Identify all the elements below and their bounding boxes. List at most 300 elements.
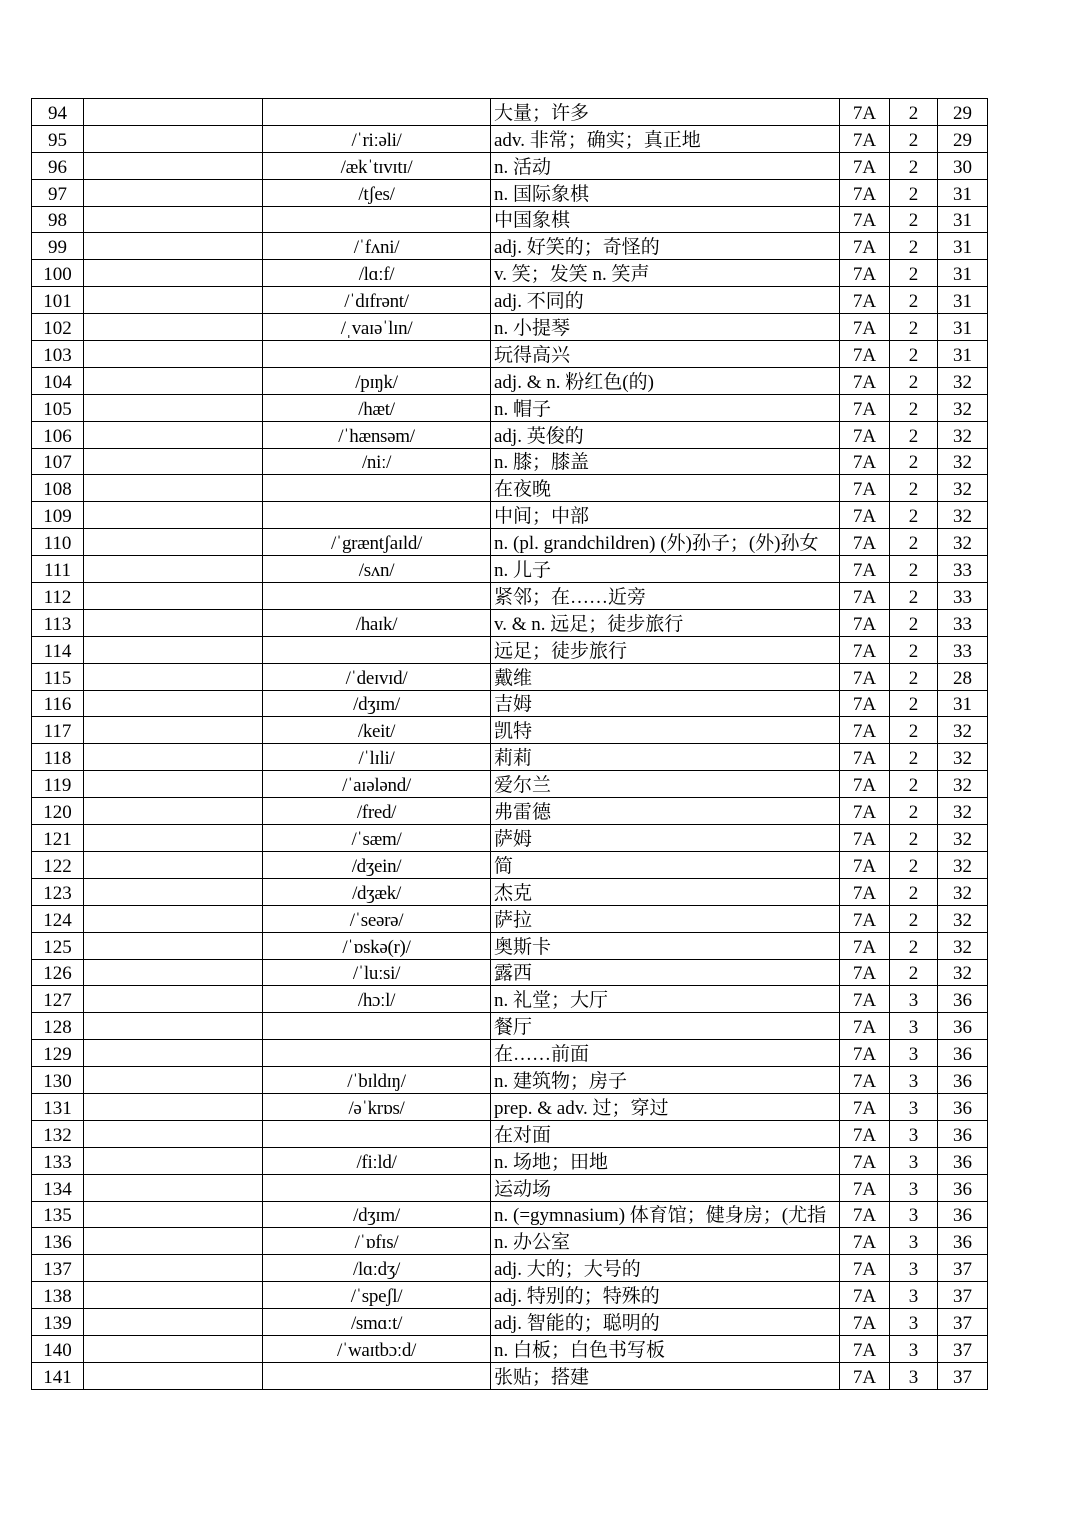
page-cell: 32 xyxy=(938,851,988,878)
book-cell: 7A xyxy=(840,1335,890,1362)
page-cell: 33 xyxy=(938,609,988,636)
row-number-cell: 104 xyxy=(32,367,84,394)
row-number-cell: 122 xyxy=(32,851,84,878)
row-number-cell: 105 xyxy=(32,394,84,421)
book-cell: 7A xyxy=(840,1362,890,1389)
phonetic-cell: /ˈluːsi/ xyxy=(263,959,491,986)
meaning-cell: adj. 特别的；特殊的 xyxy=(491,1282,840,1309)
meaning-cell: adj. & n. 粉红色(的) xyxy=(491,367,840,394)
table-row xyxy=(32,260,988,287)
word-cell xyxy=(84,986,263,1013)
word-cell xyxy=(84,717,263,744)
table-row xyxy=(32,717,988,744)
page-cell: 32 xyxy=(938,475,988,502)
book-cell: 7A xyxy=(840,152,890,179)
page-cell: 36 xyxy=(938,1093,988,1120)
table-row xyxy=(32,179,988,206)
meaning-cell: 简 xyxy=(491,851,840,878)
meaning-cell: 爱尔兰 xyxy=(491,771,840,798)
meaning-cell: n. 建筑物；房子 xyxy=(491,1067,840,1094)
phonetic-cell xyxy=(263,502,491,529)
page-cell: 37 xyxy=(938,1362,988,1389)
phonetic-cell: /ˈɒfɪs/ xyxy=(263,1228,491,1255)
page-cell: 32 xyxy=(938,878,988,905)
table-row xyxy=(32,609,988,636)
meaning-cell: n. 膝；膝盖 xyxy=(491,448,840,475)
word-cell xyxy=(84,421,263,448)
table-row xyxy=(32,583,988,610)
row-number-cell: 136 xyxy=(32,1228,84,1255)
meaning-cell: 戴维 xyxy=(491,663,840,690)
page-cell: 32 xyxy=(938,959,988,986)
page-cell: 32 xyxy=(938,529,988,556)
phonetic-cell: /ˈɒskə(r)/ xyxy=(263,932,491,959)
page-cell: 31 xyxy=(938,287,988,314)
unit-cell: 2 xyxy=(890,314,938,341)
phonetic-cell xyxy=(263,1120,491,1147)
phonetic-cell xyxy=(263,341,491,368)
unit-cell: 2 xyxy=(890,851,938,878)
row-number-cell: 131 xyxy=(32,1093,84,1120)
unit-cell: 3 xyxy=(890,1362,938,1389)
table-row xyxy=(32,448,988,475)
phonetic-cell: /ˈdeɪvɪd/ xyxy=(263,663,491,690)
row-number-cell: 140 xyxy=(32,1335,84,1362)
page-cell: 32 xyxy=(938,771,988,798)
word-cell xyxy=(84,1093,263,1120)
row-number-cell: 128 xyxy=(32,1013,84,1040)
phonetic-cell xyxy=(263,1362,491,1389)
vocabulary-table xyxy=(31,98,988,1390)
book-cell: 7A xyxy=(840,448,890,475)
phonetic-cell: /ˌvaɪəˈlɪn/ xyxy=(263,314,491,341)
row-number-cell: 119 xyxy=(32,771,84,798)
book-cell: 7A xyxy=(840,260,890,287)
meaning-cell: n. 帽子 xyxy=(491,394,840,421)
meaning-cell: 在对面 xyxy=(491,1120,840,1147)
word-cell xyxy=(84,341,263,368)
book-cell: 7A xyxy=(840,287,890,314)
book-cell: 7A xyxy=(840,1309,890,1336)
meaning-cell: 餐厅 xyxy=(491,1013,840,1040)
phonetic-cell: /tʃes/ xyxy=(263,179,491,206)
book-cell: 7A xyxy=(840,583,890,610)
phonetic-cell xyxy=(263,583,491,610)
table-row xyxy=(32,1282,988,1309)
meaning-cell: 萨拉 xyxy=(491,905,840,932)
meaning-cell: n. 国际象棋 xyxy=(491,179,840,206)
book-cell: 7A xyxy=(840,529,890,556)
word-cell xyxy=(84,367,263,394)
row-number-cell: 106 xyxy=(32,421,84,448)
word-cell xyxy=(84,583,263,610)
phonetic-cell: /əˈkrɒs/ xyxy=(263,1093,491,1120)
page-cell: 36 xyxy=(938,1120,988,1147)
table-row xyxy=(32,932,988,959)
phonetic-cell: /ˈriːəli/ xyxy=(263,125,491,152)
phonetic-cell: /ˈhænsəm/ xyxy=(263,421,491,448)
table-row xyxy=(32,529,988,556)
meaning-cell: adj. 英俊的 xyxy=(491,421,840,448)
table-row xyxy=(32,636,988,663)
book-cell: 7A xyxy=(840,125,890,152)
phonetic-cell: /lɑːdʒ/ xyxy=(263,1255,491,1282)
word-cell xyxy=(84,287,263,314)
unit-cell: 2 xyxy=(890,475,938,502)
row-number-cell: 109 xyxy=(32,502,84,529)
word-cell xyxy=(84,206,263,233)
meaning-cell: 在夜晚 xyxy=(491,475,840,502)
page-cell: 37 xyxy=(938,1335,988,1362)
word-cell xyxy=(84,771,263,798)
phonetic-cell: /ˈsæm/ xyxy=(263,825,491,852)
table-row xyxy=(32,367,988,394)
table-row xyxy=(32,1362,988,1389)
book-cell: 7A xyxy=(840,314,890,341)
meaning-cell: 凯特 xyxy=(491,717,840,744)
meaning-cell: v. & n. 远足；徒步旅行 xyxy=(491,609,840,636)
phonetic-cell: /dʒein/ xyxy=(263,851,491,878)
unit-cell: 2 xyxy=(890,609,938,636)
book-cell: 7A xyxy=(840,341,890,368)
table-row xyxy=(32,1040,988,1067)
word-cell xyxy=(84,394,263,421)
phonetic-cell: /ˈdɪfrənt/ xyxy=(263,287,491,314)
table-row xyxy=(32,1335,988,1362)
page-cell: 30 xyxy=(938,152,988,179)
book-cell: 7A xyxy=(840,690,890,717)
table-row xyxy=(32,1255,988,1282)
table-row xyxy=(32,1309,988,1336)
meaning-cell: 远足；徒步旅行 xyxy=(491,636,840,663)
row-number-cell: 114 xyxy=(32,636,84,663)
page-cell: 32 xyxy=(938,825,988,852)
page-cell: 29 xyxy=(938,99,988,126)
word-cell xyxy=(84,636,263,663)
word-cell xyxy=(84,529,263,556)
phonetic-cell: /niː/ xyxy=(263,448,491,475)
word-cell xyxy=(84,1282,263,1309)
word-cell xyxy=(84,744,263,771)
table-row xyxy=(32,1093,988,1120)
unit-cell: 3 xyxy=(890,1228,938,1255)
phonetic-cell: /ˈwaɪtbɔːd/ xyxy=(263,1335,491,1362)
table-row xyxy=(32,394,988,421)
word-cell xyxy=(84,448,263,475)
unit-cell: 2 xyxy=(890,341,938,368)
table-row xyxy=(32,314,988,341)
meaning-cell: n. (pl. grandchildren) (外)孙子；(外)孙女 xyxy=(491,529,840,556)
unit-cell: 2 xyxy=(890,771,938,798)
row-number-cell: 135 xyxy=(32,1201,84,1228)
meaning-cell: adv. 非常；确实；真正地 xyxy=(491,125,840,152)
page-cell: 28 xyxy=(938,663,988,690)
page-cell: 31 xyxy=(938,233,988,260)
page-cell: 32 xyxy=(938,932,988,959)
row-number-cell: 110 xyxy=(32,529,84,556)
phonetic-cell: /ˈlɪli/ xyxy=(263,744,491,771)
vocabulary-table-body xyxy=(32,99,988,1390)
book-cell: 7A xyxy=(840,905,890,932)
page-cell: 33 xyxy=(938,636,988,663)
phonetic-cell: /ˈspeʃl/ xyxy=(263,1282,491,1309)
table-row xyxy=(32,206,988,233)
unit-cell: 3 xyxy=(890,1093,938,1120)
book-cell: 7A xyxy=(840,609,890,636)
page-cell: 36 xyxy=(938,1013,988,1040)
row-number-cell: 117 xyxy=(32,717,84,744)
phonetic-cell: /fred/ xyxy=(263,798,491,825)
unit-cell: 2 xyxy=(890,663,938,690)
meaning-cell: 中间；中部 xyxy=(491,502,840,529)
meaning-cell: 弗雷德 xyxy=(491,798,840,825)
meaning-cell: n. 白板；白色书写板 xyxy=(491,1335,840,1362)
row-number-cell: 139 xyxy=(32,1309,84,1336)
phonetic-cell: /haɪk/ xyxy=(263,609,491,636)
phonetic-cell: /pɪŋk/ xyxy=(263,367,491,394)
meaning-cell: adj. 大的；大号的 xyxy=(491,1255,840,1282)
book-cell: 7A xyxy=(840,206,890,233)
word-cell xyxy=(84,1362,263,1389)
book-cell: 7A xyxy=(840,663,890,690)
table-row xyxy=(32,825,988,852)
word-cell xyxy=(84,663,263,690)
unit-cell: 3 xyxy=(890,1174,938,1201)
row-number-cell: 108 xyxy=(32,475,84,502)
phonetic-cell: /dʒæk/ xyxy=(263,878,491,905)
word-cell xyxy=(84,1067,263,1094)
meaning-cell: n. 礼堂；大厅 xyxy=(491,986,840,1013)
book-cell: 7A xyxy=(840,233,890,260)
phonetic-cell: /keit/ xyxy=(263,717,491,744)
meaning-cell: n. 活动 xyxy=(491,152,840,179)
unit-cell: 2 xyxy=(890,636,938,663)
row-number-cell: 121 xyxy=(32,825,84,852)
page-cell: 31 xyxy=(938,179,988,206)
table-row xyxy=(32,287,988,314)
meaning-cell: 露西 xyxy=(491,959,840,986)
phonetic-cell xyxy=(263,1174,491,1201)
table-row xyxy=(32,556,988,583)
table-row xyxy=(32,1013,988,1040)
row-number-cell: 94 xyxy=(32,99,84,126)
word-cell xyxy=(84,1120,263,1147)
table-row xyxy=(32,663,988,690)
book-cell: 7A xyxy=(840,1282,890,1309)
book-cell: 7A xyxy=(840,502,890,529)
unit-cell: 3 xyxy=(890,1147,938,1174)
book-cell: 7A xyxy=(840,556,890,583)
page-cell: 32 xyxy=(938,502,988,529)
word-cell xyxy=(84,1255,263,1282)
meaning-cell: n. (=gymnasium) 体育馆；健身房；(尤指 xyxy=(491,1201,840,1228)
phonetic-cell: /ˈseərə/ xyxy=(263,905,491,932)
table-row xyxy=(32,152,988,179)
unit-cell: 2 xyxy=(890,448,938,475)
meaning-cell: 杰克 xyxy=(491,878,840,905)
unit-cell: 2 xyxy=(890,394,938,421)
word-cell xyxy=(84,99,263,126)
unit-cell: 2 xyxy=(890,717,938,744)
meaning-cell: n. 小提琴 xyxy=(491,314,840,341)
table-row xyxy=(32,851,988,878)
table-row xyxy=(32,475,988,502)
table-row xyxy=(32,878,988,905)
word-cell xyxy=(84,1174,263,1201)
row-number-cell: 120 xyxy=(32,798,84,825)
phonetic-cell xyxy=(263,1013,491,1040)
book-cell: 7A xyxy=(840,1093,890,1120)
meaning-cell: prep. & adv. 过；穿过 xyxy=(491,1093,840,1120)
row-number-cell: 112 xyxy=(32,583,84,610)
book-cell: 7A xyxy=(840,179,890,206)
word-cell xyxy=(84,959,263,986)
table-row xyxy=(32,959,988,986)
table-row xyxy=(32,421,988,448)
row-number-cell: 132 xyxy=(32,1120,84,1147)
page-cell: 37 xyxy=(938,1255,988,1282)
phonetic-cell xyxy=(263,475,491,502)
row-number-cell: 130 xyxy=(32,1067,84,1094)
page-cell: 32 xyxy=(938,367,988,394)
page-cell: 36 xyxy=(938,1174,988,1201)
word-cell xyxy=(84,878,263,905)
unit-cell: 3 xyxy=(890,1282,938,1309)
phonetic-cell: /sʌn/ xyxy=(263,556,491,583)
phonetic-cell: /fiːld/ xyxy=(263,1147,491,1174)
word-cell xyxy=(84,932,263,959)
page-cell: 32 xyxy=(938,421,988,448)
row-number-cell: 123 xyxy=(32,878,84,905)
page-cell: 32 xyxy=(938,744,988,771)
row-number-cell: 138 xyxy=(32,1282,84,1309)
book-cell: 7A xyxy=(840,475,890,502)
table-row xyxy=(32,1120,988,1147)
table-row xyxy=(32,233,988,260)
book-cell: 7A xyxy=(840,744,890,771)
meaning-cell: n. 场地；田地 xyxy=(491,1147,840,1174)
row-number-cell: 137 xyxy=(32,1255,84,1282)
unit-cell: 2 xyxy=(890,878,938,905)
row-number-cell: 101 xyxy=(32,287,84,314)
page-cell: 36 xyxy=(938,1201,988,1228)
row-number-cell: 102 xyxy=(32,314,84,341)
page-cell: 31 xyxy=(938,314,988,341)
meaning-cell: 中国象棋 xyxy=(491,206,840,233)
unit-cell: 2 xyxy=(890,932,938,959)
unit-cell: 2 xyxy=(890,744,938,771)
word-cell xyxy=(84,1013,263,1040)
table-row xyxy=(32,502,988,529)
unit-cell: 2 xyxy=(890,125,938,152)
book-cell: 7A xyxy=(840,1255,890,1282)
table-row xyxy=(32,125,988,152)
row-number-cell: 103 xyxy=(32,341,84,368)
word-cell xyxy=(84,690,263,717)
row-number-cell: 118 xyxy=(32,744,84,771)
word-cell xyxy=(84,609,263,636)
row-number-cell: 113 xyxy=(32,609,84,636)
book-cell: 7A xyxy=(840,1174,890,1201)
word-cell xyxy=(84,233,263,260)
meaning-cell: 运动场 xyxy=(491,1174,840,1201)
book-cell: 7A xyxy=(840,1067,890,1094)
page-cell: 36 xyxy=(938,986,988,1013)
word-cell xyxy=(84,798,263,825)
meaning-cell: n. 儿子 xyxy=(491,556,840,583)
word-cell xyxy=(84,125,263,152)
table-row xyxy=(32,99,988,126)
unit-cell: 3 xyxy=(890,1040,938,1067)
word-cell xyxy=(84,1335,263,1362)
page-cell: 32 xyxy=(938,798,988,825)
page-cell: 37 xyxy=(938,1309,988,1336)
phonetic-cell: /ˈaɪələnd/ xyxy=(263,771,491,798)
row-number-cell: 115 xyxy=(32,663,84,690)
table-row xyxy=(32,1174,988,1201)
meaning-cell: adj. 智能的；聪明的 xyxy=(491,1309,840,1336)
row-number-cell: 100 xyxy=(32,260,84,287)
table-row xyxy=(32,798,988,825)
word-cell xyxy=(84,1228,263,1255)
page-cell: 32 xyxy=(938,394,988,421)
meaning-cell: adj. 不同的 xyxy=(491,287,840,314)
word-cell xyxy=(84,1147,263,1174)
word-cell xyxy=(84,851,263,878)
word-cell xyxy=(84,825,263,852)
row-number-cell: 99 xyxy=(32,233,84,260)
unit-cell: 2 xyxy=(890,421,938,448)
row-number-cell: 141 xyxy=(32,1362,84,1389)
book-cell: 7A xyxy=(840,1228,890,1255)
word-cell xyxy=(84,905,263,932)
row-number-cell: 129 xyxy=(32,1040,84,1067)
book-cell: 7A xyxy=(840,1147,890,1174)
book-cell: 7A xyxy=(840,878,890,905)
word-cell xyxy=(84,556,263,583)
meaning-cell: 萨姆 xyxy=(491,825,840,852)
page-cell: 32 xyxy=(938,717,988,744)
unit-cell: 2 xyxy=(890,367,938,394)
meaning-cell: 大量；许多 xyxy=(491,99,840,126)
book-cell: 7A xyxy=(840,394,890,421)
book-cell: 7A xyxy=(840,986,890,1013)
word-cell xyxy=(84,1201,263,1228)
table-row xyxy=(32,1147,988,1174)
page-cell: 36 xyxy=(938,1067,988,1094)
table-row xyxy=(32,744,988,771)
word-cell xyxy=(84,260,263,287)
phonetic-cell: /lɑːf/ xyxy=(263,260,491,287)
page-cell: 36 xyxy=(938,1040,988,1067)
word-cell xyxy=(84,1040,263,1067)
phonetic-cell: /ækˈtɪvɪtɪ/ xyxy=(263,152,491,179)
unit-cell: 2 xyxy=(890,798,938,825)
book-cell: 7A xyxy=(840,1013,890,1040)
unit-cell: 3 xyxy=(890,1067,938,1094)
phonetic-cell: /ˈfʌni/ xyxy=(263,233,491,260)
word-cell xyxy=(84,1309,263,1336)
book-cell: 7A xyxy=(840,851,890,878)
phonetic-cell xyxy=(263,206,491,233)
row-number-cell: 107 xyxy=(32,448,84,475)
book-cell: 7A xyxy=(840,636,890,663)
table-row xyxy=(32,905,988,932)
table-row xyxy=(32,986,988,1013)
unit-cell: 2 xyxy=(890,690,938,717)
page-cell: 33 xyxy=(938,583,988,610)
phonetic-cell xyxy=(263,99,491,126)
